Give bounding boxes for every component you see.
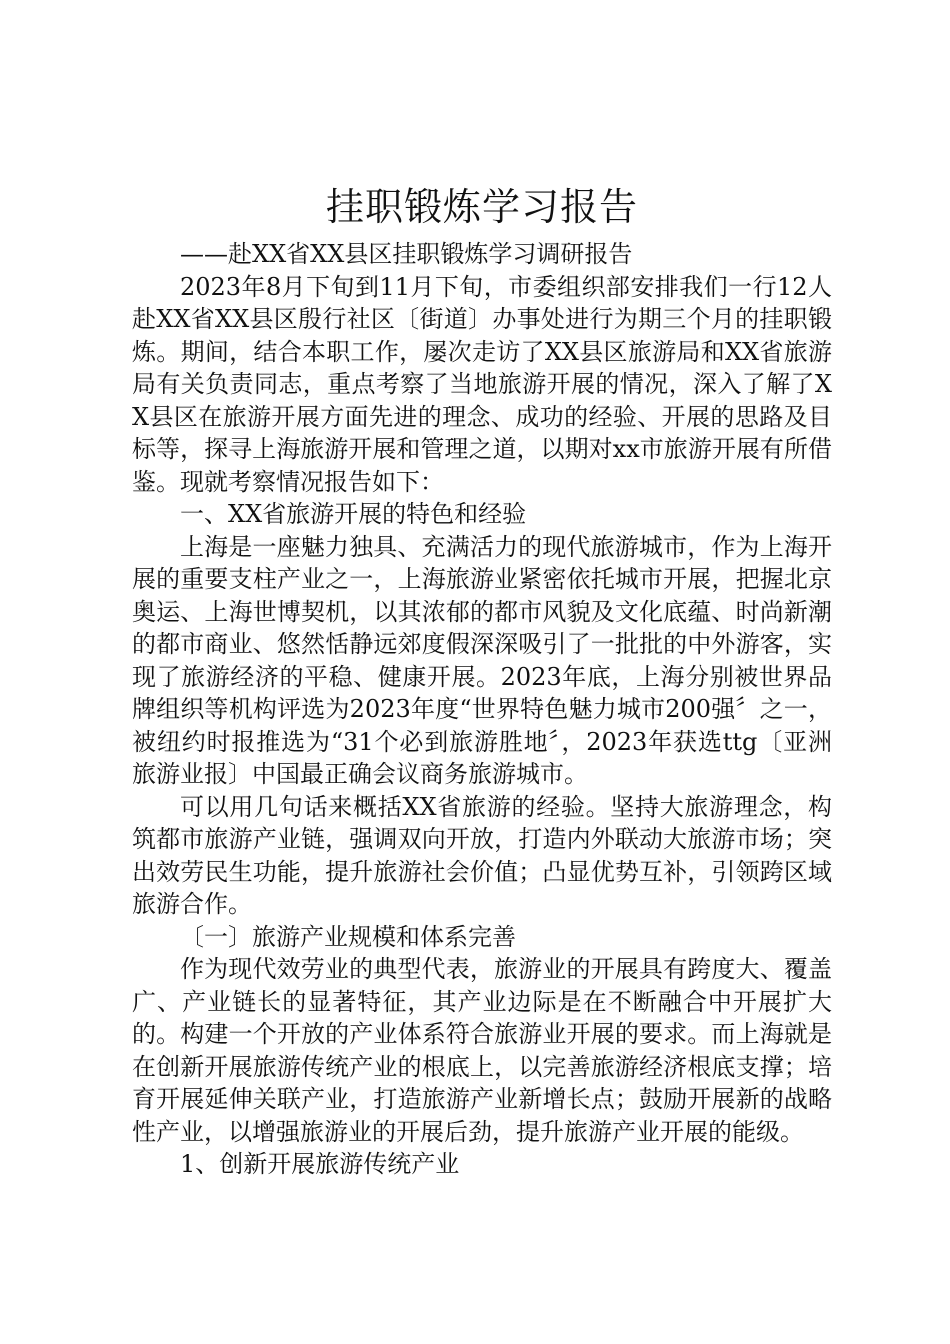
- section-heading-1: 一、XX省旅游开展的特色和经验: [180, 500, 527, 528]
- document-title: 挂职锻炼学习报告: [325, 185, 638, 229]
- section1-paragraph-1: 上海是一座魅力独具、充满活力的现代旅游城市，作为上海开展的重要支柱产业之一，上海旅游业紧密依托城市开展，把握北京奥运、上海世博契机，以其浓郁的都市风貌及文化底蕴、时尚新潮的都市商业、悠然恬静远郊度假深深吸引了一批批的中外游客，实现了旅游经济的平稳、健康开展。2023年底，上海分别被世界品牌组织等机构评选为2023年度“世界特色魅力城市200强〞之一，被纽约时报推选为“31个必到旅游胜地〞，2023年获选ttg〔亚洲旅游业报〕中国最正确会议商务旅游城市。: [132, 532, 832, 788]
- subsection-heading-1: 〔一〕旅游产业规模和体系完善: [180, 922, 516, 951]
- intro-paragraph: 2023年8月下旬到11月下旬，市委组织部安排我们一行12人赴XX省XX县区殷行社区〔街道〕办事处进行为期三个月的挂职锻炼。期间，结合本职工作，屡次走访了XX县区旅游局和XX省旅游局有关负责同志，重点考察了当地旅游开展的情况，深入了解了XX县区在旅游开展方面先进的理念、成功的经验、开展的思路及目标等，探寻上海旅游开展和管理之道，以期对xx市旅游开展有所借鉴。现就考察情况报告如下：: [132, 272, 832, 496]
- subsection1-paragraph-1: 作为现代效劳业的典型代表，旅游业的开展具有跨度大、覆盖广、产业链长的显著特征，其产业边际是在不断融合中开展扩大的。构建一个开放的产业体系符合旅游业开展的要求。而上海就是在创新开展旅游传统产业的根底上，以完善旅游经济根底支撑；培育开展延伸关联产业，打造旅游产业新增长点；鼓励开展新的战略性产业，以增强旅游业的开展后劲，提升旅游产业开展的能级。: [132, 955, 832, 1146]
- item-heading-1: 1、创新开展旅游传统产业: [180, 1150, 460, 1178]
- document-subtitle: ——赴XX省XX县区挂职锻炼学习调研报告: [180, 240, 633, 268]
- section1-paragraph-2: 可以用几句话来概括XX省旅游的经验。坚持大旅游理念，构筑都市旅游产业链，强调双向开放，打造内外联动大旅游市场；突出效劳民生功能，提升旅游社会价值；凸显优势互补，引领跨区域旅游合作。: [132, 792, 832, 918]
